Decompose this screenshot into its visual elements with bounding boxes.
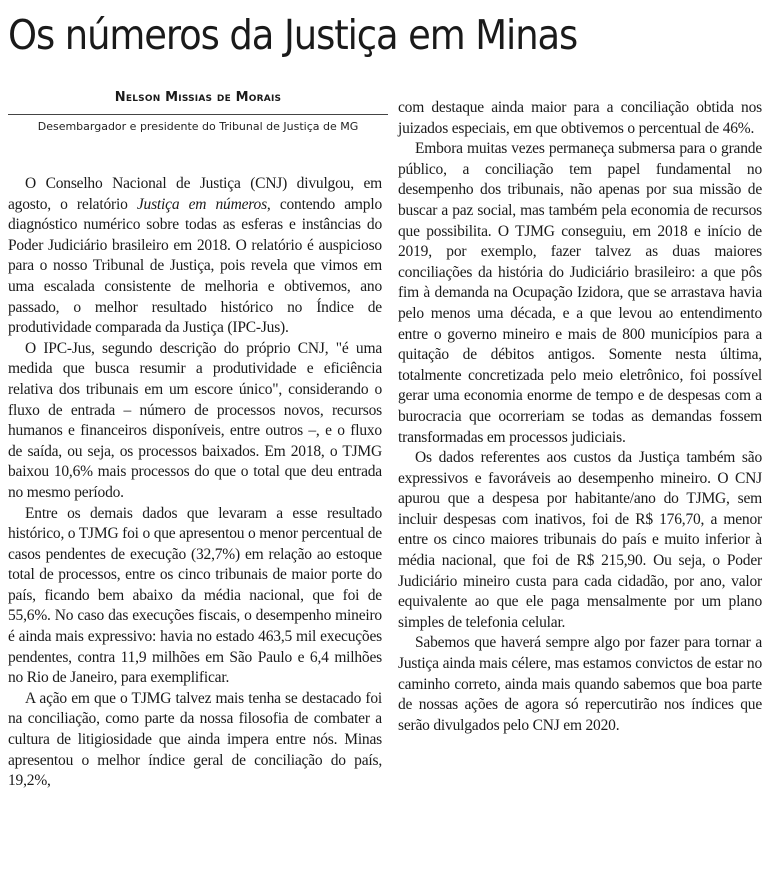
paragraph: com destaque ainda maior para a conciliação obtida nos juizados especiais, em que obtivemos o percentual de 46%. bbox=[398, 99, 762, 137]
paragraph: A ação em que o TJMG talvez mais tenha se destacado foi na conciliação, como parte da nossa filosofia de combater a cultura de litigiosidade que ainda impera entre nós. Minas apresentou o melhor índice geral de conciliação do país, 19,2%, bbox=[8, 689, 382, 790]
paragraph: O IPC-Jus, segundo descrição do próprio CNJ, "é uma medida que busca resumir a produtividade e eficiência relativa dos tribunais em um escore único", considerando o fluxo de entrada – número de processos novos, recursos humanos e financeiros disponíveis, entre outros –, e o fluxo de saída, ou seja, os processos baixados. Em 2018, o TJMG baixou 10,6% mais processos do que o total que deu entrada no mesmo período. bbox=[8, 339, 382, 501]
author-name: Nelson Missias de Morais bbox=[114, 90, 282, 105]
headline: Os números da Justiça em Minas bbox=[8, 11, 578, 59]
report-title: Justiça em números bbox=[136, 195, 267, 213]
author-role: Desembargador e presidente do Tribunal de Justiça de MG bbox=[37, 120, 359, 133]
paragraph: Embora muitas vezes permaneça submersa para o grande público, a conciliação tem papel fundamental no desempenho dos tribunais, não apenas por sua missão de buscar a paz social, mas também pela economia de recursos que possibilita. O TJMG conseguiu, em 2018 e início de 2019, por exemplo, fazer talvez as duas maiores conciliações da história do Judiciário brasileiro: a que pôs fim à demanda na Ocupação Izidora, que se arrastava havia pelo menos uma década, e a que levou ao entendimento entre o governo mineiro e mais de 800 municípios para a quitação de débitos antigos. Somente nesta última, totalmente concretizada pelo meio eletrônico, foi possível gerar uma economia enorme de tempo e de despesas com a burocracia que ocorreriam se todas as demandas fossem transformadas em processos judiciais. bbox=[398, 140, 762, 446]
right-column bbox=[398, 98, 762, 736]
paragraph: Os dados referentes aos custos da Justiça também são expressivos e favoráveis ao desempenho mineiro. O CNJ apurou que a despesa por habitante/ano do TJMG, sem incluir despesas com inativos, foi de R$ 176,70, a menor entre os cinco maiores tribunais do país e muito inferior à média nacional, que foi de R$ 215,90. Ou seja, o Poder Judiciário mineiro custa para cada cidadão, por ano, valor equivalente ao que ele paga mensalmente por um plano simples de telefonia celular. bbox=[398, 449, 762, 631]
paragraph: O Conselho Nacional de Justiça (CNJ) divulgou, em agosto, o relatório Justiça em números, contendo amplo diagnóstico numérico sobre todas as esferas e instâncias do Poder Judiciário brasileiro em 2018. O relatório é auspicioso para o nosso Tribunal de Justiça, pois revela que vimos em uma escalada consistente de melhoria e obtivemos, ano passado, o melhor resultado histórico no Índice de produtividade comparada da Justiça (IPC-Jus). bbox=[8, 175, 382, 337]
left-column bbox=[8, 174, 382, 792]
paragraph: Entre os demais dados que levaram a esse resultado histórico, o TJMG foi o que apresentou o menor percentual de casos pendentes de execução (32,7%) em relação ao estoque total de processos, entre os cinco tribunais de maior porte do país, ficando bem abaixo da média nacional, que foi de 55,6%. No caso das execuções fiscais, o desempenho mineiro é ainda mais expressivo: havia no estado 463,5 mil execuções pendentes, contra 11,9 milhões em São Paulo e 6,4 milhões no Rio de Janeiro, para exemplificar. bbox=[8, 504, 382, 687]
byline-divider bbox=[8, 114, 388, 115]
paragraph: Sabemos que haverá sempre algo por fazer para tornar a Justiça ainda mais célere, mas estamos convictos de estar no caminho correto, ainda mais quando sabemos que boa parte de nossas ações de agora só repercutirão nos índices que serão divulgados pelo CNJ em 2020. bbox=[398, 634, 762, 734]
